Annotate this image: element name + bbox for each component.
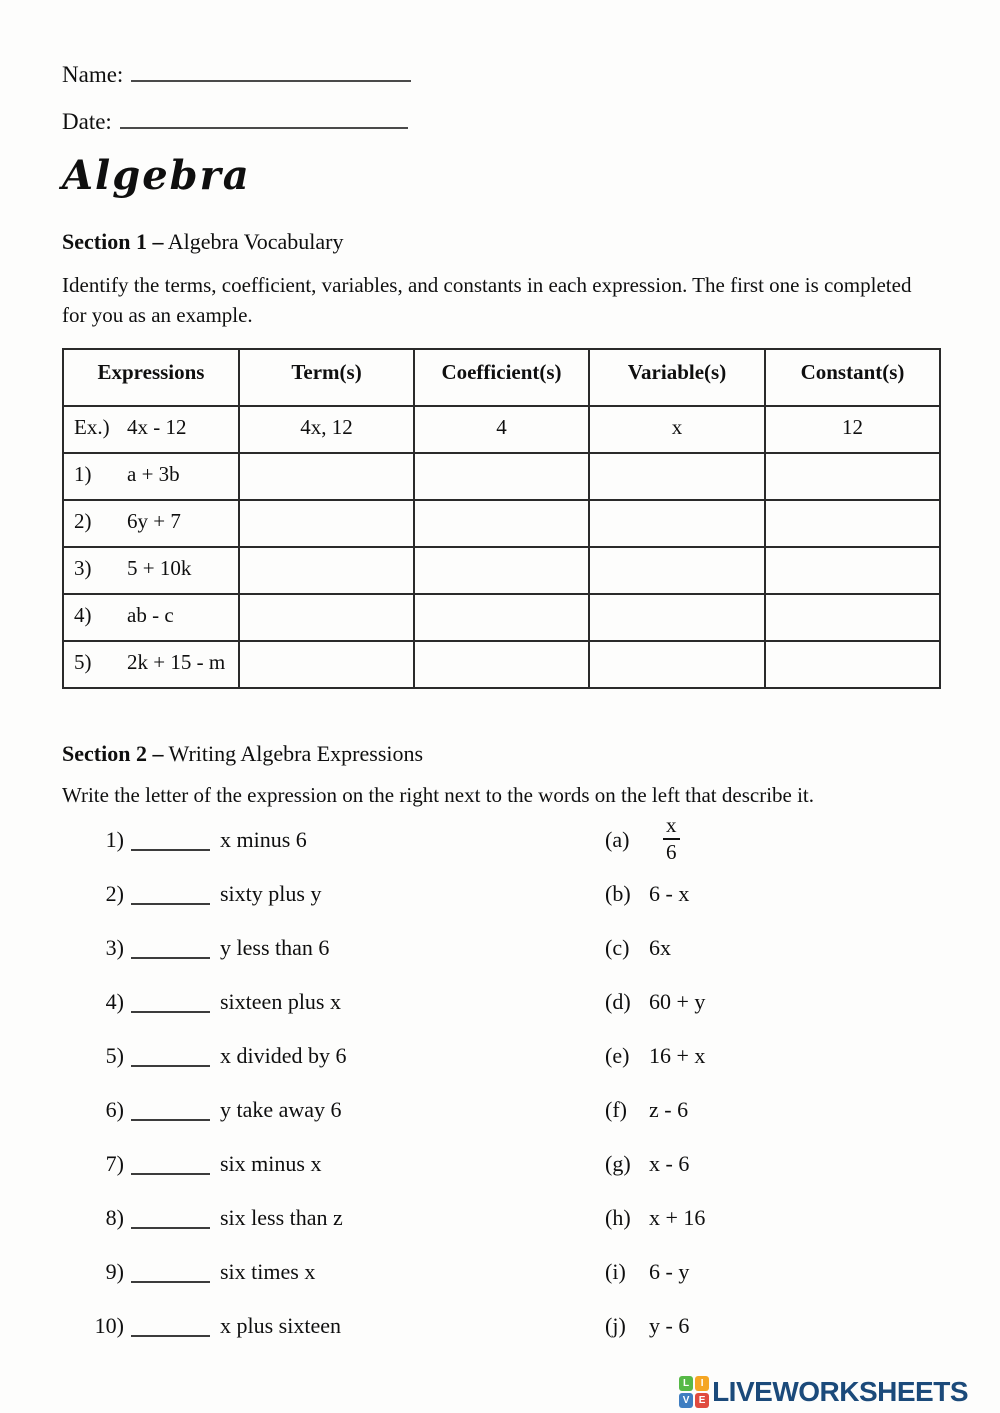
date-field-row [62,105,938,135]
vocabulary-table [62,348,941,689]
option-letter: (f) [605,1096,627,1122]
terms-answer-cell[interactable] [239,547,414,594]
item-number: 7) [105,1150,124,1176]
terms-answer-cell[interactable] [239,500,414,547]
coefficient-answer-cell[interactable] [414,547,589,594]
table-header-row [63,349,940,406]
answer-blank[interactable] [131,1043,210,1067]
col-header-constants: Constant(s) [765,349,940,406]
option-letter: (d) [605,988,631,1014]
answer-blank[interactable] [131,989,210,1013]
coefficient-answer-cell[interactable] [414,594,589,641]
option-expression: y - 6 [649,1312,690,1338]
answer-blank[interactable] [131,1259,210,1283]
row-expression: 4x - 12 [127,414,187,439]
constant-cell: 12 [765,406,940,453]
item-phrase: y take away 6 [220,1096,342,1122]
name-field-row [62,58,938,88]
row-number: Ex.) [74,414,110,439]
option-letter: (g) [605,1150,631,1176]
option-expression: 6 - y [649,1258,690,1284]
match-right [605,989,705,1015]
item-phrase: sixteen plus x [220,988,341,1014]
match-row-7 [62,1151,938,1205]
option-expression: z - 6 [649,1096,689,1122]
item-phrase: sixty plus y [220,880,322,906]
logo-square-l: L [679,1376,693,1391]
match-right [605,881,689,907]
match-right [605,1151,689,1177]
table-row [63,500,940,547]
variable-answer-cell[interactable] [589,641,765,688]
section2-heading [62,741,938,767]
item-phrase: six times x [220,1258,316,1284]
row-number: 4) [74,602,92,627]
liveworksheets-logo[interactable] [679,1376,968,1408]
match-row-4 [62,989,938,1043]
variable-answer-cell[interactable] [589,594,765,641]
constant-answer-cell[interactable] [765,500,940,547]
row-number: 3) [74,555,92,580]
table-row [63,547,940,594]
answer-blank[interactable] [131,1205,210,1229]
variable-answer-cell[interactable] [589,500,765,547]
fraction-denominator: 6 [666,839,677,864]
match-row-10 [62,1313,938,1367]
option-letter: (j) [605,1312,626,1338]
match-row-1 [62,812,938,881]
constant-answer-cell[interactable] [765,594,940,641]
section1-heading-number: Section 1 – [62,229,164,255]
item-number: 10) [94,1312,124,1338]
match-left [62,1151,605,1177]
option-letter: (i) [605,1258,626,1284]
row-number: 2) [74,508,92,533]
liveworksheets-logo-icon [679,1376,709,1408]
option-letter: (h) [605,1204,631,1230]
item-phrase: six minus x [220,1150,322,1176]
constant-answer-cell[interactable] [765,547,940,594]
row-expression: ab - c [127,602,174,627]
logo-square-v: V [679,1393,693,1408]
logo-square-i: I [695,1376,709,1391]
section1-instructions: Identify the terms, coefficient, variables, and constants in each expression. The first one is completed for you as an example. [62,273,912,328]
section1-heading-title: Algebra Vocabulary [163,229,344,255]
match-left [62,1097,605,1123]
match-left [62,1043,605,1069]
item-phrase: y less than 6 [220,934,330,960]
option-expression: 6x [649,934,671,960]
item-number: 3) [105,934,124,960]
match-row-8 [62,1205,938,1259]
expression-cell [63,547,239,594]
answer-blank[interactable] [131,881,210,905]
item-phrase: x divided by 6 [220,1042,347,1068]
variable-answer-cell[interactable] [589,547,765,594]
match-right [605,1259,689,1285]
match-left [62,1205,605,1231]
variable-cell: x [589,406,765,453]
coefficient-cell: 4 [414,406,589,453]
match-left [62,1259,605,1285]
table-row-example [63,406,940,453]
section1-heading [62,229,938,255]
section2-instructions: Write the letter of the expression on the right next to the words on the left that describe it. [62,782,815,807]
option-expression: 6 - x [649,880,690,906]
expression-cell [63,500,239,547]
match-row-2 [62,881,938,935]
col-header-terms: Term(s) [239,349,414,406]
terms-answer-cell[interactable] [239,453,414,500]
terms-answer-cell[interactable] [239,594,414,641]
terms-answer-cell[interactable] [239,641,414,688]
coefficient-answer-cell[interactable] [414,641,589,688]
expression-cell [63,406,239,453]
date-fill-line[interactable] [120,105,408,129]
worksheet-title: Algebra [62,152,251,200]
matching-exercise [62,812,938,1367]
option-letter: (b) [605,880,631,906]
match-row-3 [62,935,938,989]
match-row-5 [62,1043,938,1097]
constant-answer-cell[interactable] [765,453,940,500]
date-label: Date: [62,109,112,135]
answer-blank[interactable] [131,935,210,959]
match-left [62,881,605,907]
liveworksheets-logo-text: LIVEWORKSHEETS [712,1376,968,1407]
answer-blank[interactable] [131,1313,210,1337]
answer-blank[interactable] [131,1151,210,1175]
row-expression: 2k + 15 - m [127,649,226,674]
name-fill-line[interactable] [131,58,411,82]
option-letter: (e) [605,1042,630,1068]
section2-heading-number: Section 2 – [62,740,164,766]
match-right [605,1043,705,1069]
expression-cell [63,641,239,688]
terms-cell: 4x, 12 [239,406,414,453]
logo-square-e: E [695,1393,709,1408]
option-letter: (c) [605,934,630,960]
fraction-numerator: x [663,814,680,840]
option-expression: 60 + y [649,988,706,1014]
match-right [605,1097,688,1123]
item-phrase: x plus sixteen [220,1312,341,1338]
col-header-coefficients: Coefficient(s) [414,349,589,406]
table-row [63,594,940,641]
constant-answer-cell[interactable] [765,641,940,688]
item-number: 6) [105,1096,124,1122]
variable-answer-cell[interactable] [589,453,765,500]
row-expression: 5 + 10k [127,555,192,580]
answer-blank[interactable] [131,1097,210,1121]
expression-cell [63,453,239,500]
match-row-9 [62,1259,938,1313]
match-right [605,1205,705,1231]
option-expression: 16 + x [649,1042,706,1068]
section2-heading-title: Writing Algebra Expressions [163,740,424,766]
item-number: 4) [105,988,124,1014]
coefficient-answer-cell[interactable] [414,453,589,500]
match-left [62,989,605,1015]
option-expression: x - 6 [649,1150,690,1176]
match-row-6 [62,1097,938,1151]
item-phrase: six less than z [220,1204,343,1230]
match-right [605,935,671,961]
row-number: 1) [74,461,92,486]
match-left [62,935,605,961]
match-right [605,812,680,877]
row-expression: 6y + 7 [127,508,181,533]
answer-blank[interactable] [131,827,210,851]
expression-cell [63,594,239,641]
item-number: 5) [105,1042,124,1068]
name-label: Name: [62,62,124,88]
match-left [62,827,605,853]
coefficient-answer-cell[interactable] [414,500,589,547]
row-number: 5) [74,649,92,674]
match-left [62,1313,605,1339]
table-row [63,641,940,688]
option-expression-fraction [663,814,680,864]
option-letter: (a) [605,826,630,852]
row-expression: a + 3b [127,461,180,486]
item-number: 9) [105,1258,124,1284]
option-expression: x + 16 [649,1204,706,1230]
match-right [605,1313,689,1339]
col-header-variables: Variable(s) [589,349,765,406]
item-number: 1) [105,826,124,852]
table-row [63,453,940,500]
col-header-expressions: Expressions [63,349,239,406]
item-number: 8) [105,1204,124,1230]
item-number: 2) [105,880,124,906]
item-phrase: x minus 6 [220,826,307,852]
